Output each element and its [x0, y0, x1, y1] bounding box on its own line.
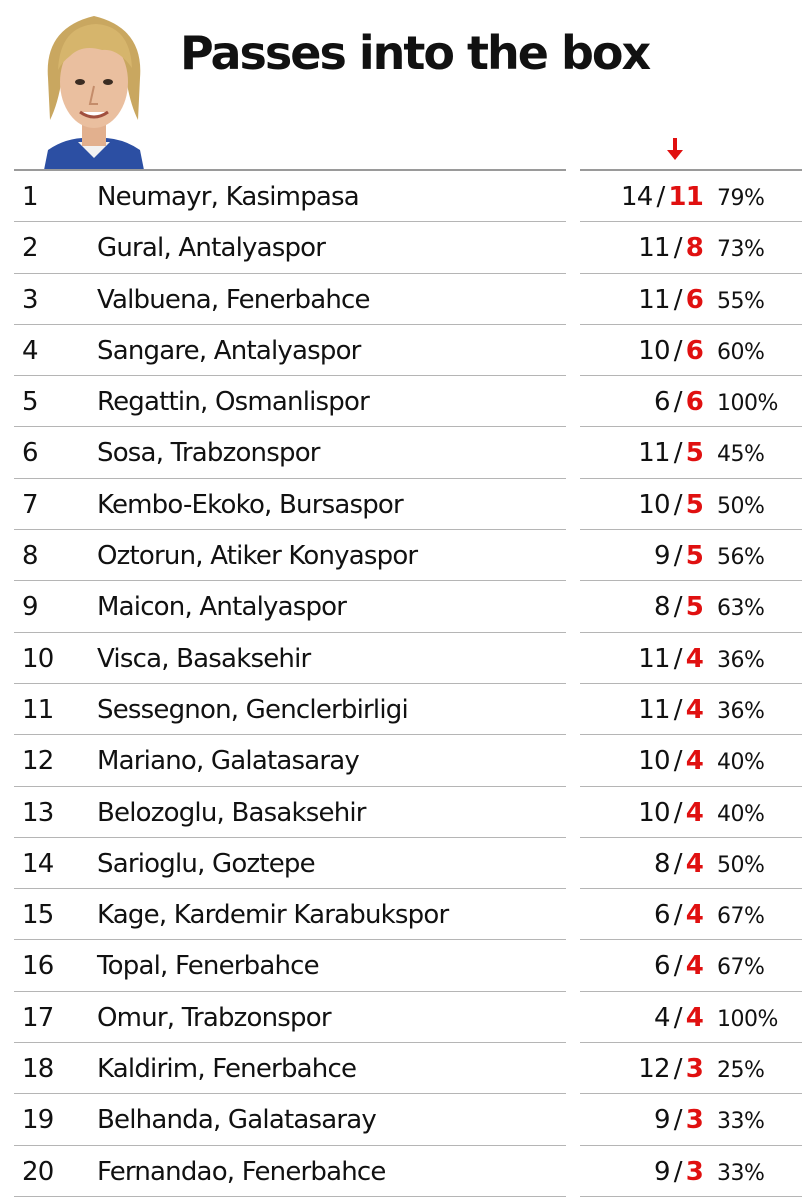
separator-slash: / [673, 1156, 682, 1187]
total-passes: 11 [638, 233, 670, 264]
total-passes: 9 [653, 1156, 670, 1187]
rank-cell: 12 [22, 746, 54, 777]
success-rate-cell: 100% [717, 1006, 778, 1032]
passes-cell [585, 581, 703, 632]
separator-slash: / [673, 438, 682, 469]
player-cell: Kaldirim, Fenerbahce [97, 1054, 357, 1085]
successful-passes: 6 [685, 284, 703, 315]
table-row [0, 787, 805, 838]
table-row [0, 889, 805, 940]
total-passes: 6 [653, 951, 670, 982]
player-cell: Mariano, Galatasaray [97, 746, 359, 777]
success-rate-cell: 33% [717, 1109, 765, 1135]
separator-slash: / [673, 541, 682, 572]
player-cell: Sessegnon, Genclerbirligi [97, 694, 408, 725]
successful-passes: 3 [685, 1156, 703, 1187]
total-passes: 10 [638, 797, 670, 828]
total-passes: 9 [653, 1105, 670, 1136]
rank-cell: 19 [22, 1105, 54, 1136]
rank-cell: 3 [22, 284, 38, 315]
separator-slash: / [673, 592, 682, 623]
rank-cell: 6 [22, 438, 38, 469]
chart-title: Passes into the box [180, 26, 650, 80]
table-row [0, 376, 805, 427]
rank-cell: 17 [22, 1002, 54, 1033]
total-passes: 11 [638, 643, 670, 674]
passes-cell [585, 1146, 703, 1197]
passes-cell [585, 684, 703, 735]
total-passes: 6 [653, 387, 670, 418]
passes-cell [585, 633, 703, 684]
total-passes: 4 [653, 1002, 670, 1033]
passes-cell [585, 479, 703, 530]
total-passes: 10 [638, 335, 670, 366]
table-row [0, 633, 805, 684]
player-cell: Valbuena, Fenerbahce [97, 284, 370, 315]
rank-cell: 10 [22, 643, 54, 674]
separator-slash: / [673, 1002, 682, 1033]
separator-slash: / [673, 746, 682, 777]
table-row [0, 735, 805, 786]
passes-cell [585, 889, 703, 940]
success-rate-cell: 79% [717, 186, 765, 211]
total-passes: 11 [638, 694, 670, 725]
player-cell: Belozoglu, Basaksehir [97, 797, 366, 828]
successful-passes: 4 [685, 951, 703, 982]
success-rate-cell: 50% [717, 852, 765, 878]
table-row [0, 530, 805, 581]
rank-cell: 15 [22, 900, 54, 931]
table-row [0, 427, 805, 478]
successful-passes: 6 [685, 335, 703, 366]
total-passes: 10 [638, 489, 670, 520]
success-rate-cell: 63% [717, 596, 765, 622]
success-rate-cell: 100% [717, 391, 778, 417]
total-passes: 9 [653, 541, 670, 572]
success-rate-cell: 40% [717, 750, 765, 776]
rank-cell: 4 [22, 335, 38, 366]
player-cell: Topal, Fenerbahce [97, 951, 319, 982]
total-passes: 14 [620, 182, 653, 212]
successful-passes: 6 [685, 387, 703, 418]
separator-slash: / [673, 900, 682, 931]
rank-cell: 8 [22, 541, 38, 572]
success-rate-cell: 33% [717, 1160, 765, 1186]
rank-cell: 11 [22, 694, 54, 725]
passes-cell [585, 222, 703, 273]
successful-passes: 4 [685, 900, 703, 931]
separator-slash: / [673, 489, 682, 520]
player-cell: Gural, Antalyaspor [97, 233, 326, 264]
success-rate-cell: 67% [717, 955, 765, 981]
success-rate-cell: 60% [717, 339, 765, 365]
success-rate-cell: 67% [717, 904, 765, 930]
success-rate-cell: 73% [717, 237, 765, 263]
separator-slash: / [673, 643, 682, 674]
table-row [0, 1094, 805, 1145]
rank-cell: 14 [22, 848, 54, 879]
rank-cell: 5 [22, 387, 38, 418]
rank-cell: 18 [22, 1054, 54, 1085]
table-row [0, 1146, 805, 1197]
total-passes: 8 [653, 592, 670, 623]
rank-cell: 1 [22, 182, 38, 212]
table-row [0, 992, 805, 1043]
rank-cell: 20 [22, 1156, 54, 1187]
total-passes: 6 [653, 900, 670, 931]
player-cell: Oztorun, Atiker Konyaspor [97, 541, 418, 572]
table-row [0, 325, 805, 376]
passes-cell [585, 992, 703, 1043]
successful-passes: 4 [685, 643, 703, 674]
total-passes: 12 [638, 1054, 670, 1085]
player-cell: Kage, Kardemir Karabukspor [97, 900, 449, 931]
table-row [0, 684, 805, 735]
player-cell: Neumayr, Kasimpasa [97, 182, 359, 212]
successful-passes: 4 [685, 797, 703, 828]
successful-passes: 5 [685, 438, 703, 469]
passes-cell [585, 735, 703, 786]
table-row [0, 274, 805, 325]
successful-passes: 4 [685, 746, 703, 777]
success-rate-cell: 36% [717, 647, 765, 673]
chart-header [0, 0, 805, 170]
separator-slash: / [673, 387, 682, 418]
successful-passes: 4 [685, 694, 703, 725]
separator-slash: / [656, 182, 665, 212]
separator-slash: / [673, 1054, 682, 1085]
player-cell: Kembo-Ekoko, Bursaspor [97, 489, 403, 520]
table-row [0, 940, 805, 991]
total-passes: 11 [638, 284, 670, 315]
successful-passes: 4 [685, 848, 703, 879]
passes-cell [585, 1043, 703, 1094]
passes-cell [585, 171, 703, 222]
row-divider-right [580, 1196, 802, 1197]
total-passes: 11 [638, 438, 670, 469]
separator-slash: / [673, 284, 682, 315]
table-row [0, 838, 805, 889]
rank-cell: 7 [22, 489, 38, 520]
player-cell: Fernandao, Fenerbahce [97, 1156, 386, 1187]
player-cell: Sangare, Antalyaspor [97, 335, 361, 366]
row-divider-left [14, 1196, 566, 1197]
success-rate-cell: 36% [717, 698, 765, 724]
rank-cell: 2 [22, 233, 38, 264]
success-rate-cell: 45% [717, 442, 765, 468]
passes-cell [585, 376, 703, 427]
passes-cell [585, 325, 703, 376]
passes-cell [585, 940, 703, 991]
successful-passes: 4 [685, 1002, 703, 1033]
passes-cell [585, 427, 703, 478]
successful-passes: 3 [685, 1054, 703, 1085]
passes-cell [585, 838, 703, 889]
passes-cell [585, 530, 703, 581]
passes-cell [585, 787, 703, 838]
separator-slash: / [673, 797, 682, 828]
total-passes: 8 [653, 848, 670, 879]
player-cell: Belhanda, Galatasaray [97, 1105, 376, 1136]
rank-cell: 9 [22, 592, 38, 623]
separator-slash: / [673, 951, 682, 982]
player-portrait-icon [38, 8, 150, 170]
sort-down-arrow-icon [664, 132, 686, 162]
player-cell: Sarioglu, Goztepe [97, 848, 315, 879]
table-row [0, 581, 805, 632]
successful-passes: 3 [685, 1105, 703, 1136]
success-rate-cell: 50% [717, 493, 765, 519]
successful-passes: 5 [685, 592, 703, 623]
rank-cell: 16 [22, 951, 54, 982]
successful-passes: 5 [685, 541, 703, 572]
player-cell: Sosa, Trabzonspor [97, 438, 320, 469]
rank-cell: 13 [22, 797, 54, 828]
successful-passes: 11 [668, 182, 703, 212]
total-passes: 10 [638, 746, 670, 777]
successful-passes: 5 [685, 489, 703, 520]
table-row [0, 479, 805, 530]
separator-slash: / [673, 335, 682, 366]
success-rate-cell: 55% [717, 288, 765, 314]
success-rate-cell: 56% [717, 545, 765, 571]
separator-slash: / [673, 233, 682, 264]
table-row [0, 171, 805, 222]
separator-slash: / [673, 694, 682, 725]
player-cell: Regattin, Osmanlispor [97, 387, 369, 418]
table-row [0, 222, 805, 273]
player-cell: Omur, Trabzonspor [97, 1002, 331, 1033]
player-cell: Visca, Basaksehir [97, 643, 311, 674]
successful-passes: 8 [685, 233, 703, 264]
separator-slash: / [673, 1105, 682, 1136]
passes-cell [585, 1094, 703, 1145]
success-rate-cell: 25% [717, 1058, 765, 1084]
passes-cell [585, 274, 703, 325]
ranking-table [0, 171, 805, 1197]
table-row [0, 1043, 805, 1094]
success-rate-cell: 40% [717, 801, 765, 827]
player-cell: Maicon, Antalyaspor [97, 592, 347, 623]
separator-slash: / [673, 848, 682, 879]
